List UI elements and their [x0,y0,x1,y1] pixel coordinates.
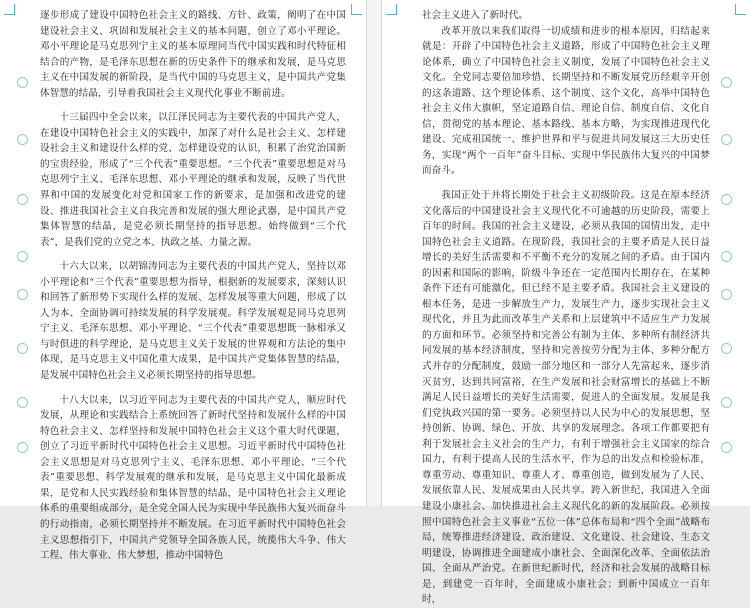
crop-mark-top-right [351,4,362,15]
left-page [0,0,367,562]
binding-hole-icon [721,134,732,145]
crop-mark-top-left [4,4,15,15]
binding-holes [721,0,735,506]
binding-hole-icon [721,442,732,453]
binding-hole-icon [17,397,28,408]
binding-hole-icon [721,194,732,205]
left-page-body [40,8,346,564]
binding-hole-icon [17,77,28,88]
right-page-body [422,8,710,608]
binding-hole-icon [721,397,732,408]
paragraph: 我国正处于并将长期处于社会主义初级阶段。这是在原本经济文化落后的中国建设社会主义现代化不可逾越的历史阶段，需要上百年的时间。我国的社会主义建设，必须从我国的国情出发，走中国特色社会主义道路。在现阶段，我国社会的主要矛盾是人民日益增长的美好生活需要和不平衡不充分的发展之间的矛盾。由于国内的因素和国际的影响，阶级斗争还在一定范围内长期存在，在某种条件下还有可能激化，但已经不是主要矛盾。我国社会主义建设的根本任务，是进一步解放生产力，发展生产力，逐步实现社会主义现代化，并且为此而改革生产关系和上层建筑中不适应生产力发展的方面和环节。必须坚持和完善公有制为主体、多种所有制经济共同发展的基本经济制度，坚持和完善按劳分配为主体、多种分配方式并存的分配制度，鼓励一部分地区和一部分人先富起来，逐步消灭贫穷，达到共同富裕，在生产发展和社会财富增长的基础上不断满足人民日益增长的美好生活需要，促进人的全面发展。发展是我们党执政兴国的第一要务。必须坚持以人民为中心的发展思想，坚持创新、协调、绿色、开放、共享的发展理念。各项工作都要把有利于发展社会主义社会的生产力，有利于增强社会主义国家的综合国力，有利于提高人民的生活水平，作为总的出发点和检验标准，尊重劳动、尊重知识、尊重人才、尊重创造，做到发展为了人民、发展依靠人民、发展成果由人民共享。跨入新世纪，我国进入全面建设小康社会、加快推进社会主义现代化的新的发展阶段。必须按照中国特色社会主义事业“五位一体”总体布局和“四个全面”战略布局，统筹推进经济建设、政治建设、文化建设、社会建设、生态文明建设，协调推进全面建成小康社会、全面深化改革、全面依法治国、全面从严治党。在新世纪新时代，经济和社会发展的战略目标是，到建党一百年时，全面建成小康社会；到新中国成立一百年时， [422,190,710,606]
binding-holes [17,0,31,506]
paragraph: 十三届四中全会以来，以江泽民同志为主要代表的中国共产党人，在建设中国特色社会主义的实践中，加深了对什么是社会主义、怎样建设社会主义和建设什么样的党、怎样建设党的认识，积累了治党治国新的宝贵经验，形成了“三个代表”重要思想。“三个代表”重要思想是对马克思列宁主义、毛泽东思想、邓小平理论的继承和发展，反映了当代世界和中国的发展变化对党和国家工作的新要求，是加强和改进党的建设、推进我国社会主义自我完善和发展的强大理论武器，是中国共产党集体智慧的结晶，是党必须长期坚持的指导思想。始终做到“三个代表”，是我们党的立党之本、执政之基、力量之源。 [40,112,346,248]
binding-hole-icon [17,251,28,262]
crop-mark-top-right [735,4,746,15]
paragraph: 十六大以来，以胡锦涛同志为主要代表的中国共产党人，坚持以邓小平理论和“三个代表”重要思想为指导，根据新的发展要求，深刻认识和回答了新形势下实现什么样的发展、怎样发展等重大问题，形成了以人为本、全面协调可持续发展的科学发展观。科学发展观是同马克思列宁主义、毛泽东思想、邓小平理论、“三个代表”重要思想既一脉相承又与时俱进的科学理论，是马克思主义关于发展的世界观和方法论的集中体现，是马克思主义中国化重大成果，是中国共产党集体智慧的结晶，是发展中国特色社会主义必须长期坚持的指导思想。 [40,261,346,382]
page-gutter [367,0,381,506]
binding-hole-icon [721,289,732,300]
paragraph: 逐步形成了建设中国特色社会主义的路线、方针、政策，阐明了在中国建设社会主义、巩固和发展社会主义的基本问题，创立了邓小平理论。邓小平理论是马克思列宁主义的基本原理同当代中国实践和时代特征相结合的产物，是毛泽东思想在新的历史条件下的继承和发展，是马克思主义在中国发展的新阶段，是当代中国的马克思主义，是中国共产党集体智慧的结晶，引导着我国社会主义现代化事业不断前进。 [40,10,346,99]
binding-hole-icon [721,251,732,262]
binding-hole-icon [17,442,28,453]
paragraph: 社会主义进入了新时代。 [422,10,529,21]
paragraph: 十八大以来，以习近平同志为主要代表的中国共产党人，顺应时代发展，从理论和实践结合上系统回答了新时代坚持和发展什么样的中国特色社会主义、怎样坚持和发展中国特色社会主义这个重大时代课题，创立了习近平新时代中国特色社会主义思想。习近平新时代中国特色社会主义思想是对马克思列宁主义、毛泽东思想、邓小平理论、“三个代表”重要思想、科学发展观的继承和发展，是马克思主义中国化最新成果，是党和人民实践经验和集体智慧的结晶，是中国特色社会主义理论体系的重要组成部分，是全党全国人民为实现中华民族伟大复兴而奋斗的行动指南，必须长期坚持并不断发展。在习近平新时代中国特色社会主义思想指引下，中国共产党领导全国各族人民，统揽伟大斗争、伟大工程、伟大事业、伟大梦想，推动中国特色 [40,394,346,562]
crop-mark-top-left [386,4,397,15]
binding-hole-icon [17,343,28,354]
binding-hole-icon [721,77,732,88]
paragraph: 改革开放以来我们取得一切成绩和进步的根本原因，归结起来就是：开辟了中国特色社会主义道路，形成了中国特色社会主义理论体系，确立了中国特色社会主义制度，发展了中国特色社会主义文化。全党同志要倍加珍惜、长期坚持和不断发展党历经艰辛开创的这条道路、这个理论体系、这个制度、这个文化，高举中国特色社会主义伟大旗帜，坚定道路自信、理论自信、制度自信、文化自信，贯彻党的基本理论、基本路线、基本方略，为实现推进现代化建设、完成祖国统一、维护世界和平与促进共同发展这三大历史任务，实现“两个一百年”奋斗目标、实现中华民族伟大复兴的中国梦而奋斗。 [422,25,710,177]
binding-hole-icon [17,194,28,205]
binding-hole-icon [17,289,28,300]
binding-hole-icon [17,134,28,145]
right-page [381,0,750,606]
binding-hole-icon [721,343,732,354]
